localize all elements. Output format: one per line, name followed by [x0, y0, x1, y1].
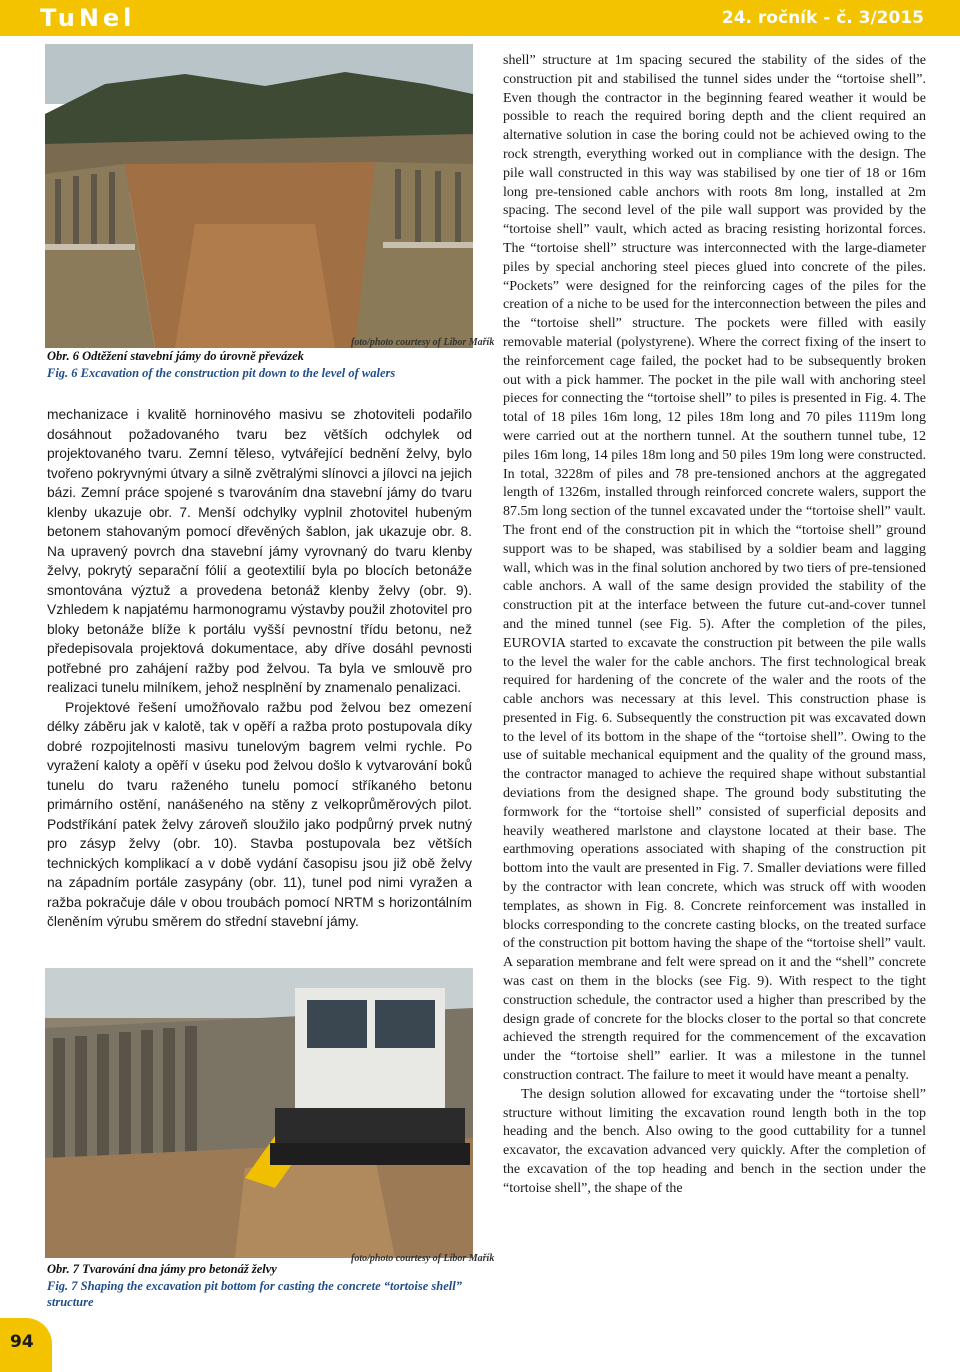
page-number: 94 — [10, 1332, 34, 1352]
figure-7-caption-cz: Obr. 7 Tvarování dna jámy pro betonáž želvy — [47, 1262, 277, 1276]
figure-6-caption-cz: Obr. 6 Odtěžení stavební jámy do úrovně převázek — [47, 349, 304, 363]
left-column — [47, 405, 472, 932]
left-paragraph-1: mechanizace i kvalitě horninového masivu se zhotoviteli podařilo dosáhnout požadovaného tvaru bez větších odchylek od projektovaného tvaru. Zemní těleso, vytvářející bednění želvy, bylo tvořeno pokryvnými útvary a silně zvětralými slínovci a jílovci na jejich bázi. Zemní práce spojené s tvarováním dna stavební jámy do tvaru klenby ukazuje obr. 7. Menší odchylky vyplnil zhotovitel hubeným betonem stahovaným pomocí dřevěných šablon, jak ukazuje obr. 8. Na upravený povrch dna stavební jámy vyrovnaný do tvaru klenby želvy, pokrytý separační fólií a geotextilií byla po blocích betonáže smontována výztuž a provedena betonáž klenby želvy (obr. 9). Vzhledem k napjatému harmonogramu výstavby použil zhotovitel pro bloky betonáže blíže k portálu vyšší pevnostní třídu betonu, než předepisovala projektová dokumentace, aby dříve dosáhl pevnosti potřebné pro zahájení ražby pod želvou. Ta byla ve smlouvě pro realizaci tunelu milníkem, jehož nesplnění by znamenalo penalizaci. — [47, 407, 472, 695]
issue-label: 24. ročník - č. 3/2015 — [721, 8, 924, 28]
right-paragraph-2: The design solution allowed for excavating under the “tortoise shell” structure without limiting the excavation round length both in the top heading and the bench. Also owing to the good cuttability for a tunnel excavator, the excavation advanced very quickly. After the completion of the excavation of the top heading and bench in the section under the “tortoise shell”, the shape of the — [503, 1086, 926, 1196]
figure-6-credit: foto/photo courtesy of Libor Mařík — [351, 337, 495, 348]
figure-6-photo — [45, 44, 473, 348]
page-number-tab — [0, 1318, 52, 1372]
figure-7-caption-en: Fig. 7 Shaping the excavation pit bottom for casting the concrete “tortoise shell” structure — [47, 1279, 462, 1309]
right-column — [503, 52, 926, 1199]
journal-logo: TuNel — [40, 4, 136, 32]
figure-7-credit: foto/photo courtesy of Libor Mařík — [351, 1253, 495, 1264]
right-paragraph-1: shell” structure at 1m spacing secured the stability of the sides of the construction pit and stabilised the tunnel sides under the “tortoise shell”. Even though the contractor in the beginning feared weather it would be possible to reach the required boring depth and the client required an alternative solution in case the boring could not be achieved owing to the rock strength, everything worked out in compliance with the design. The pile wall constructed in this way was stabilised by one tier of 18 or 16m long pre-tensioned cable anchors with roots 8m long, installed at 2m spacing. The second level of the pile wall support was provided by the “tortoise shell” vault, which acted as bracing resisting horizontal forces. The “tortoise shell” structure was interconnected with the large-diameter piles by special anchoring steel pieces glued into concrete of the piles. “Pockets” were designed for the reinforcing cages of the piles for the creation of a niche to be used for the interconnection between the piles and the “tortoise shell” structure. The pockets were filled with easily removable material (polystyrene). Where the correct fixing of the insert to the reinforcement cage failed, the pocket had to be subsequently broken out with a pick hammer. The pocket in the pile wall with anchoring steel pieces for connecting the “tortoise shell” to piles is presented in Fig. 4. The total of 18 piles 16m long, 12 piles 18m long and 70 piles 1119m long were carried out at the northern tunnel. At the southern tunnel tube, 12 piles 16m long, 14 piles 18m long and 50 piles 19m long were constructed. In total, 3228m of piles and 78 pre-tensioned anchors at the aggregated length of 1326m, installed through reinforced concrete walers, support the 87.5m long section of the tunnel excavated under the “tortoise shell” vault. The front end of the construction pit in which the “tortoise shell” ground support was to be shaped, was stabilised by a soldier beam and lagging wall, which was in the final solution anchored by two tiers of pre-tensioned cable anchors. A wall of the same design provided the stability of the construction pit at the interface between the future cut-and-cover tunnel and the mined tunnel (see Fig. 5). After the completion of the piles, EUROVIA started to excavate the construction pit between the pile walls to the level the waler for the cable anchors. The first technological break required for hardening of the concrete of the waler and the roots of the cable anchors was necessary at this level. This construction phase is presented in Fig. 6. Subsequently the construction pit was excavated down to the level of its bottom in the shape of the “tortoise shell”. Owing to the use of suitable mechanical equipment and the quality of the ground mass, the contractor managed to achieve the required shape without substantial deviations from the designed shape. The ground body substituting the formwork for the “tortoise shell” consisted of superficial deposits and heavily weathered marlstone and claystone located at their base. The earthmoving operations associated with shaping of the construction pit bottom into the vault are presented in Fig. 7. Smaller deviations were filled by the contractor with lean concrete, which was struck off with wooden templates, as shown in Fig. 8. Concrete reinforcement was installed in blocks corresponding to the concrete casting blocks, on the treated surface of the construction pit bottom having the shape of the “tortoise shell” vault. A separation membrane and felt were spread on it and the “shell” concrete was cast on them in the blocks (see Fig. 9). With respect to the tight construction schedule, the contractor used a higher than prescribed by the design grade of concrete for the blocks closer to the portal so that concrete achieved the strength required for the commencement of the excavation under the “tortoise shell” earlier. It was a milestone in the tunnel construction contract. The failure to meet it would have meant a penalty. — [503, 53, 926, 1084]
figure-6-caption-en: Fig. 6 Excavation of the construction pit down to the level of walers — [47, 366, 396, 380]
left-paragraph-2: Projektové řešení umožňovalo ražbu pod želvou bez omezení délky záběru jak v kalotě, tak v opěří a ražba proto postupovala díky dobré rozpojitelnosti masivu tunelovým bagrem velmi rychle. Po vyražení kaloty a opěří v úseku pod želvou došlo k vytvarování boků tunelu do tvaru raženého tunelu pomocí stříkaného betonu primárního ostění, nanášeného na stěny z velkoprůměrových pilot. Podstříkání patek želvy zároveň sloužilo jako podpůrný prvek nutný pro zásyp želvy (obr. 10). Stavba postupovala bez větších technických komplikací a v době vydání časopisu jsou již obě želvy na západním portále zasypány (obr. 11), tunel pod nimi vyražen a ražba pokračuje dále v obou troubách pomocí NRTM s horizontálním členěním výrubu směrem do střední stavební jámy. — [47, 699, 472, 929]
figure-7-photo — [45, 968, 473, 1258]
